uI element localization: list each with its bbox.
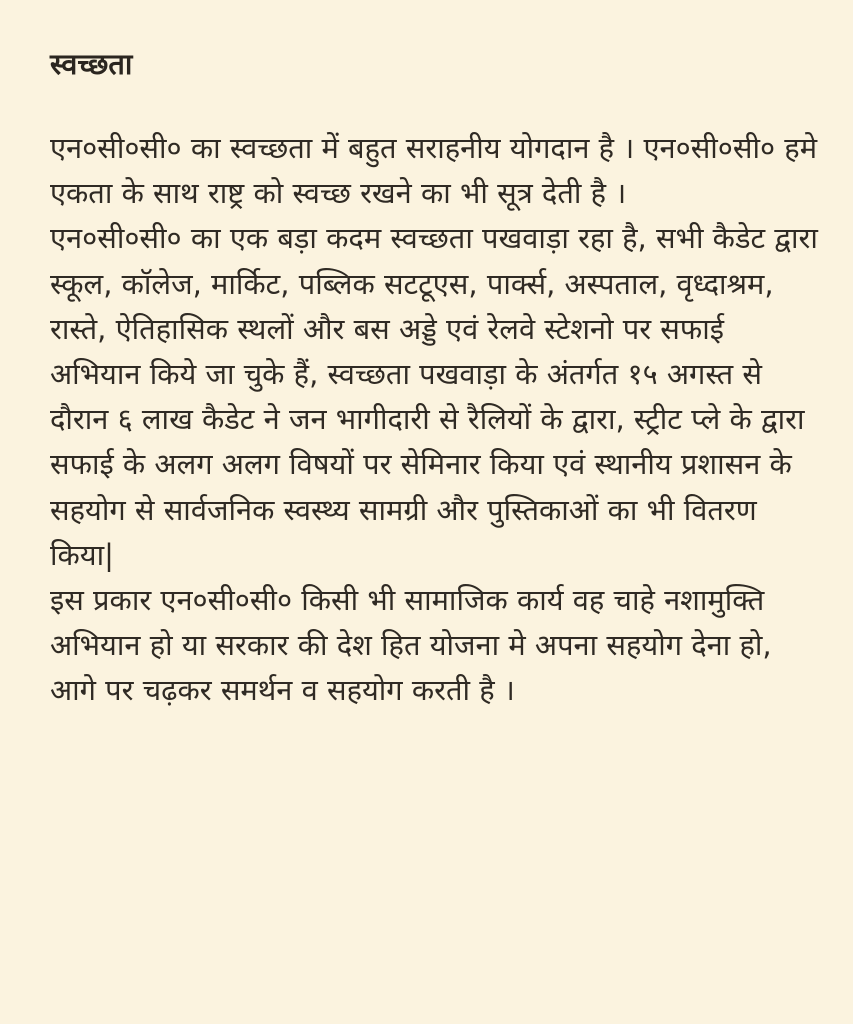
- paragraph-intro: एन०सी०सी० का स्वच्छता में बहुत सराहनीय योगदान है । एन०सी०सी० हमे एकता के साथ राष्ट्र को स्वच्छ रखने का भी सूत्र देती है ।: [50, 131, 818, 211]
- paragraph-cleanliness-fortnight: एन०सी०सी० का एक बड़ा कदम स्वच्छता पखवाड़ा रहा है, सभी कैडेट द्वारा स्कूल, कॉलेज, मार्किट, पब्लिक सटटूएस, पार्क्स, अस्पताल, वृध्दाश्रम, रास्ते, ऐतिहासिक स्थलों और बस अड्डे एवं रेलवे स्टेशनो पर सफाई अभियान किये जा चुके हैं, स्वच्छता पखवाड़ा के अंतर्गत १५ अगस्त से दौरान ६ लाख कैडेट ने जन भागीदारी से रैलियों के द्वारा, स्ट्रीट प्ले के द्वारा सफाई के अलग अलग विषयों पर सेमिनार किया एवं स्थानीय प्रशासन के सहयोग से सार्वजनिक स्वस्थ्य सामग्री और पुस्तिकाओं का भी वितरण किया|: [50, 221, 818, 572]
- article-body: [50, 126, 823, 714]
- page-title: स्वच्छता: [50, 47, 133, 81]
- paragraph-conclusion: इस प्रकार एन०सी०सी० किसी भी सामाजिक कार्य वह चाहे नशामुक्ति अभियान हो या सरकार की देश हित योजना मे अपना सहयोग देना हो, आगे पर चढ़कर समर्थन व सहयोग करती है ।: [50, 583, 772, 708]
